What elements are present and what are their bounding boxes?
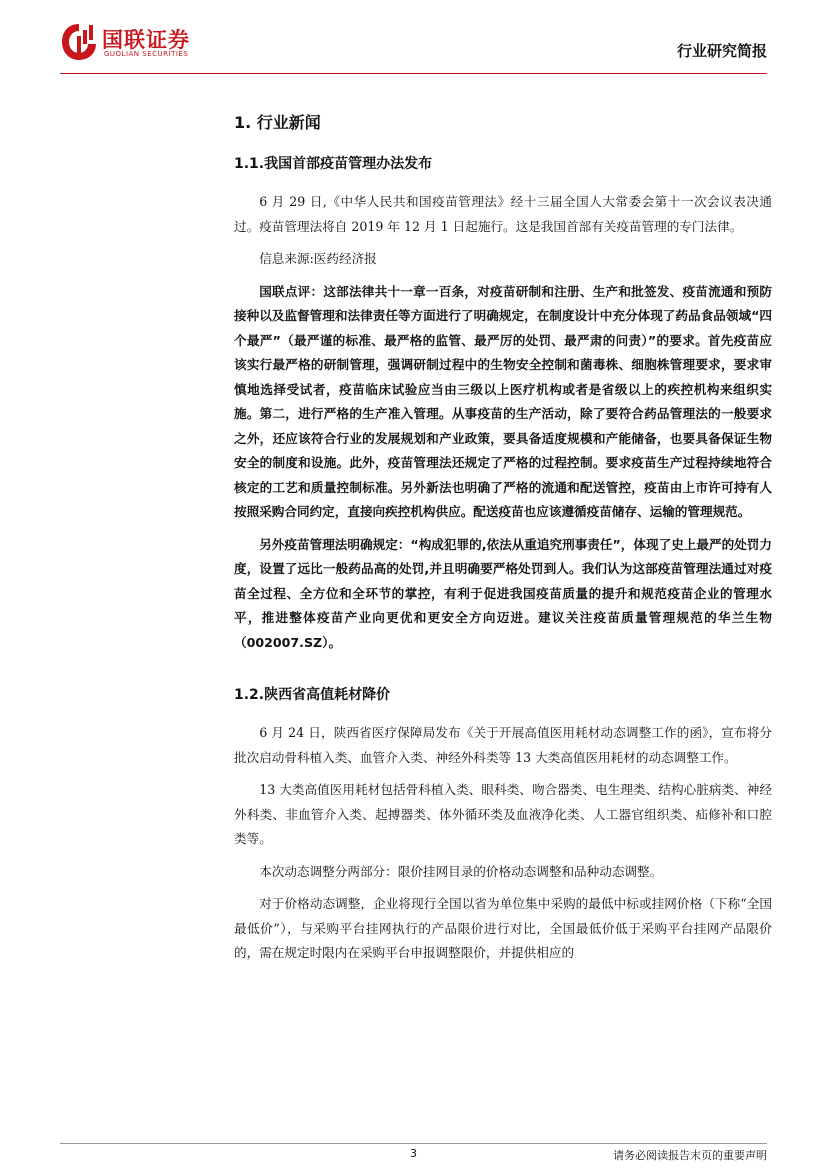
section-title: 1. 行业新闻 (234, 113, 321, 132)
logo-text-en: GUOLIAN SECURITIES (104, 50, 189, 58)
paragraph: 本次动态调整分两部分：限价挂网目录的价格动态调整和品种动态调整。 (259, 863, 663, 879)
spacer (234, 655, 772, 681)
spacer (234, 525, 772, 533)
paragraph: 13 大类高值医用耗材包括骨科植入类、眼科类、吻合器类、电生理类、结构心脏病类、神经外科类、非血管介入类、起搏器类、体外循环类及血液净化类、人工器官组织类、疝修补和口腔类等。 (234, 782, 772, 846)
spacer (234, 272, 772, 280)
header-divider (60, 73, 767, 74)
subsection-title-consumables: 1.2.陕西省高值耗材降价 (234, 687, 391, 703)
page-header (0, 0, 827, 76)
logo-text-cn: 国联证券 (102, 28, 190, 52)
spacer (234, 884, 772, 892)
paragraph: 6 月 24 日，陕西省医疗保障局发布《关于开展高值医用耗材动态调整工作的函》，宣布将分批次启动骨科植入类、血管介入类、神经外科类等 13 大类高值医用耗材的动态调整工作。 (234, 725, 772, 765)
subsection-title-vaccine: 1.1.我国首部疫苗管理办法发布 (234, 156, 433, 172)
analyst-comment: 国联点评：这部法律共十一章一百条，对疫苗研制和注册、生产和批签发、疫苗流通和预防接种以及监督管理和法律责任等方面进行了明确规定，在制度设计中充分体现了药品食品领域“四个最严”（最严谨的标准、最严格的监管、最严厉的处罚、最严肃的问责）”的要求。首先疫苗应该实行最严格的研制管理，强调研制过程中的生物安全控制和菌毒株、细胞株管理要求，要求审慎地选择受试者，疫苗临床试验应当由三级以上医疗机构或者是省级以上的疾控机构来组织实施。第二，进行严格的生产准入管理。从事疫苗的生产活动，除了要符合药品管理法的一般要求之外，还应该符合行业的发展规划和产业政策，要具备适度规模和产能储备，也要具备保证生物安全的制度和设施。此外，疫苗管理法还规定了严格的过程控制。要求疫苗生产过程持续地符合核定的工艺和质量控制标准。另外新法也明确了严格的流通和配送管控，疫苗由上市许可持有人按照采购合同约定，直接向疾控机构供应。配送疫苗也应该遵循疫苗储存、运输的管理规范。 (234, 283, 772, 519)
paragraph: 对于价格动态调整，企业将现行全国以省为单位集中采购的最低中标或挂网价格（下称“全国最低价”），与采购平台挂网执行的产品限价进行对比，全国最低价低于采购平台挂网产品限价的，需在规定时限内在采购平台申报调整限价，并提供相应的 (234, 896, 772, 960)
spacer (234, 178, 772, 190)
footer-disclaimer: 请务必阅读报告末页的重要声明 (613, 1149, 767, 1162)
spacer (234, 138, 772, 150)
spacer (234, 770, 772, 778)
main-content (234, 108, 772, 966)
source-line: 信息来源:医药经济报 (259, 251, 377, 266)
paragraph: 6 月 29 日,《中华人民共和国疫苗管理法》经十三届全国人大常委会第十一次会议表决通过。疫苗管理法将自 2019 年 12 月 1 日起施行。这是我国首部有关疫苗管理的专门法律。 (234, 194, 772, 234)
report-type-label: 行业研究简报 (676, 42, 767, 60)
spacer (234, 852, 772, 860)
guolian-logo-icon (60, 22, 98, 62)
footer-divider (60, 1143, 767, 1144)
company-logo (60, 22, 230, 62)
spacer (234, 239, 772, 247)
page-number: 3 (410, 1147, 417, 1160)
analyst-comment-continued: 另外疫苗管理法明确规定：“构成犯罪的,依法从重追究刑事责任”，体现了史上最严的处罚力度，设置了远比一般药品高的处罚,并且明确要严格处罚到人。我们认为这部疫苗管理法通过对疫苗全过程、全方位和全环节的掌控，有利于促进我国疫苗质量的提升和规范疫苗企业的管理水平，推进整体疫苗产业向更优和更安全方向迈进。建议关注疫苗质量管理规范的华兰生物（002007.SZ）。 (234, 536, 772, 650)
spacer (234, 709, 772, 721)
